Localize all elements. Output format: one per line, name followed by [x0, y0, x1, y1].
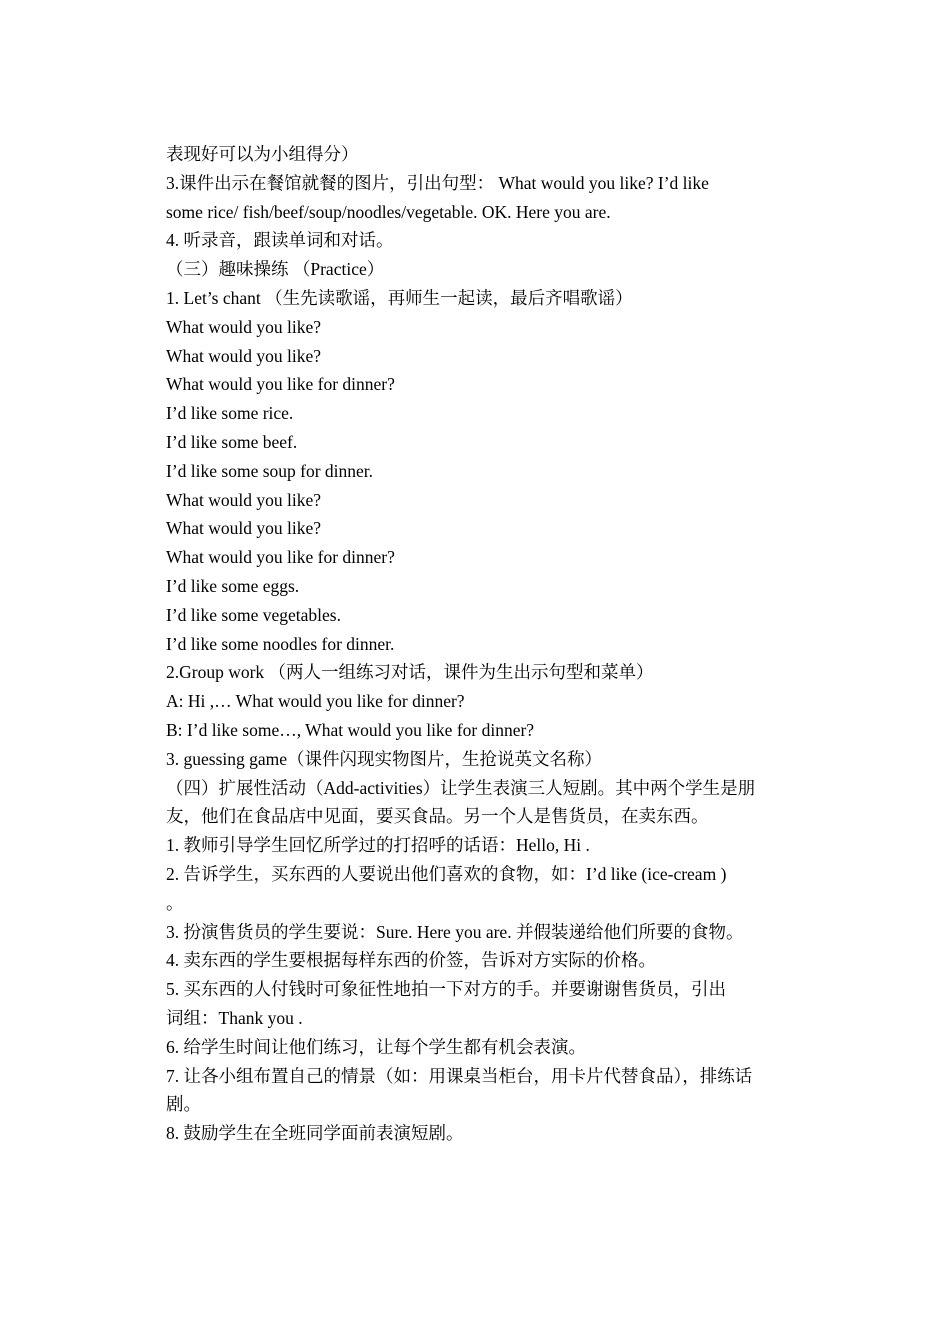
text-line: 3. guessing game（课件闪现实物图片，生抢说英文名称） — [166, 748, 603, 769]
text-line: 2.Group work （两人一组练习对话，课件为生出示句型和菜单） — [166, 662, 654, 683]
text-line: 词组：Thank you . — [166, 1007, 303, 1028]
text-line: 3. 扮演售货员的学生要说：Sure. Here you are. 并假装递给他们所要的食物。 — [166, 921, 744, 942]
chant-line: What would you like? — [166, 345, 322, 366]
chant-line: I’d like some vegetables. — [166, 604, 341, 625]
text-line: 1. Let’s chant （生先读歌谣，再师生一起读，最后齐唱歌谣） — [166, 287, 633, 308]
chant-line: What would you like for dinner? — [166, 547, 395, 568]
text-line: 5. 买东西的人付钱时可象征性地拍一下对方的手。并要谢谢售货员，引出 — [166, 979, 726, 1000]
text-line: 表现好可以为小组得分） — [166, 144, 359, 164]
text-line: 7. 让各小组布置自己的情景（如：用课桌当柜台，用卡片代替食品），排练话 — [166, 1065, 753, 1086]
chant-line: I’d like some rice. — [166, 403, 294, 424]
chant-line: I’d like some soup for dinner. — [166, 460, 374, 481]
text-line: 1. 教师引导学生回忆所学过的打招呼的话语：Hello, Hi . — [166, 835, 590, 856]
chant-line: What would you like for dinner? — [166, 374, 395, 395]
chant-line: I’d like some beef. — [166, 431, 298, 452]
text-line: 。 — [166, 892, 184, 913]
chant-line: I’d like some noodles for dinner. — [166, 633, 395, 654]
dialogue-line: A: Hi ,… What would you like for dinner? — [166, 691, 465, 712]
chant-line: What would you like? — [166, 489, 322, 510]
text-line: 2. 告诉学生，买东西的人要说出他们喜欢的食物，如：I’d like (ice-cream ) — [166, 863, 727, 884]
chant-line: What would you like? — [166, 518, 322, 539]
text-line: 友，他们在食品店中见面，要买食品。另一个人是售货员，在卖东西。 — [166, 806, 709, 827]
text-line: 4. 卖东西的学生要根据每样东西的价签，告诉对方实际的价格。 — [166, 950, 656, 971]
text-line: 4. 听录音，跟读单词和对话。 — [166, 230, 394, 251]
text-line: 8. 鼓励学生在全班同学面前表演短剧。 — [166, 1123, 464, 1144]
chant-line: I’d like some eggs. — [166, 575, 300, 596]
section-heading-practice: （三）趣味操练 （Practice） — [166, 259, 385, 280]
text-line: some rice/ fish/beef/soup/noodles/vegetable. OK. Here you are. — [166, 201, 611, 222]
text-line: 剧。 — [166, 1094, 201, 1115]
section-heading-activities: （四）扩展性活动（Add-activities）让学生表演三人短剧。其中两个学生是朋 — [166, 777, 756, 798]
chant-line: What would you like? — [166, 316, 322, 337]
text-line: 3.课件出示在餐馆就餐的图片，引出句型： What would you like? I’d like — [166, 172, 709, 193]
dialogue-line: B: I’d like some…, What would you like for dinner? — [166, 719, 535, 740]
text-line: 6. 给学生时间让他们练习，让每个学生都有机会表演。 — [166, 1036, 586, 1057]
lesson-plan-text — [166, 140, 806, 1148]
